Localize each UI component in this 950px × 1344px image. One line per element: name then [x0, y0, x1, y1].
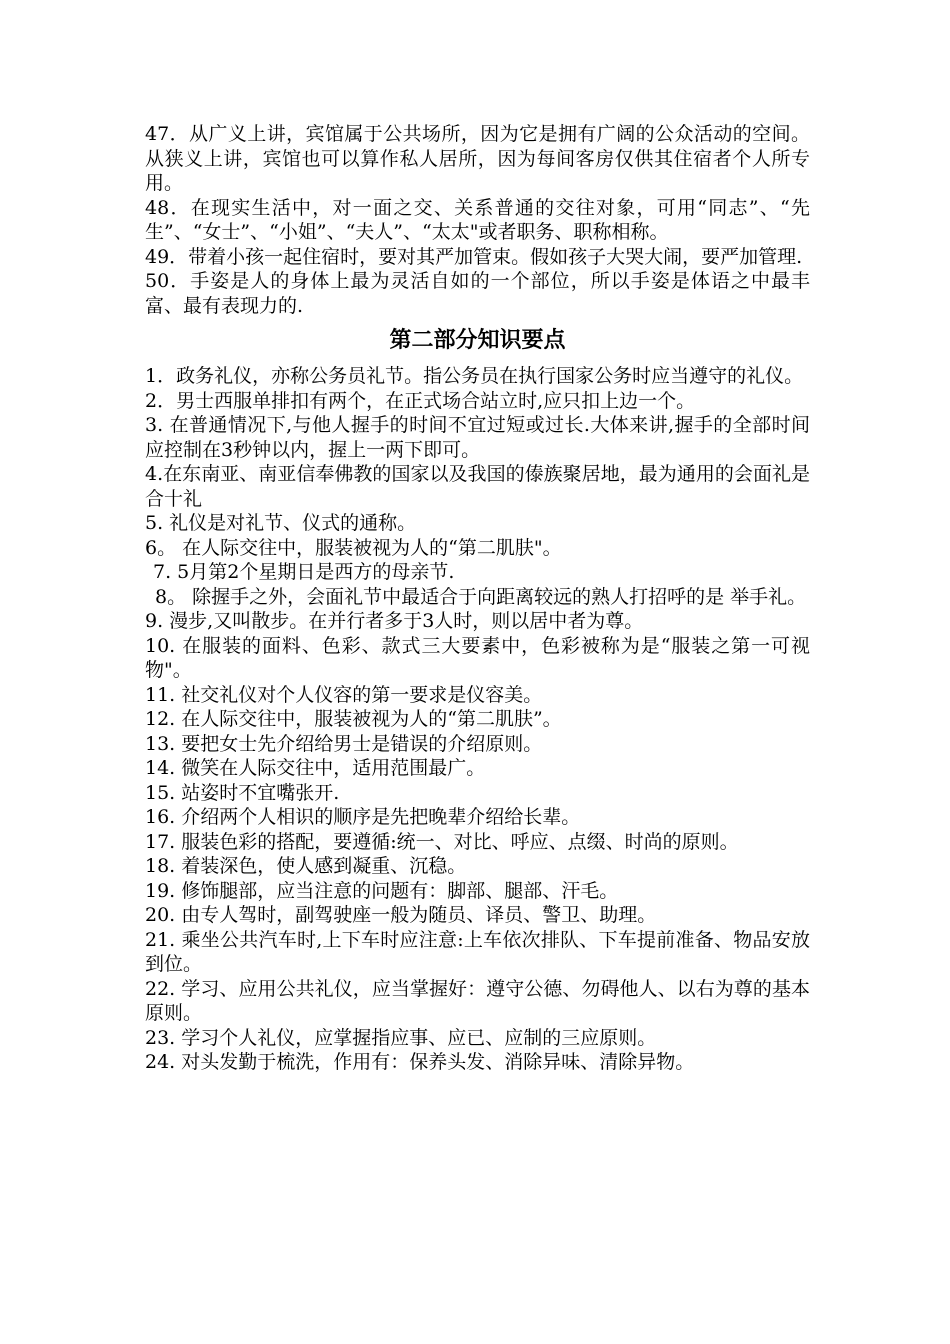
list-item: 17. 服装色彩的搭配，要遵循:统一、对比、呼应、点缀、时尚的原则。 — [145, 830, 739, 853]
list-item: 7. 5月第2个星期日是西方的母亲节. — [153, 561, 455, 583]
list-item: 23. 学习个人礼仪，应掌握指应事、应已、应制的三应原则。 — [145, 1026, 657, 1049]
list-item: 22. 学习、应用公共礼仪，应当掌握好：遵守公德、勿碍他人、以右为尊的基本原则。 — [145, 977, 810, 1024]
list-item: 5. 礼仪是对礼节、仪式的通称。 — [145, 512, 417, 534]
list-item: 8。 除握手之外，会面礼节中最适合于向距离较远的熟人打招呼的是 举手礼。 — [155, 585, 807, 608]
list-item: 21. 乘坐公共汽车时,上下车时应注意:上车依次排队、下车提前准备、物品安放到位。 — [145, 928, 810, 975]
list-item: 2．男士西服单排扣有两个，在正式场合站立时,应只扣上边一个。 — [145, 389, 696, 412]
list-item: 6。 在人际交往中，服装被视为人的“第二肌肤"。 — [145, 536, 562, 559]
part2-list — [145, 364, 810, 1075]
list-item: 20. 由专人驾时，副驾驶座一般为随员、译员、警卫、助理。 — [145, 904, 657, 926]
list-item: 13. 要把女士先介绍给男士是错误的介绍原则。 — [145, 732, 543, 755]
list-item: 4.在东南亚、南亚信奉佛教的国家以及我国的傣族聚居地，最为通用的会面礼是合十礼 — [145, 463, 810, 510]
list-item: 14. 微笑在人际交往中，适用范围最广。 — [145, 757, 486, 779]
list-item: 12. 在人际交往中，服装被视为人的“第二肌肤”。 — [145, 708, 562, 730]
list-item: 49．带着小孩一起住宿时，要对其严加管束。假如孩子大哭大闹，要严加管理. — [145, 245, 803, 268]
list-item: 9. 漫步,又叫散步。在并行者多于3人时，则以居中者为尊。 — [145, 610, 644, 632]
list-item: 18. 着装深色，使人感到凝重、沉稳。 — [145, 855, 467, 877]
part1-list — [145, 122, 810, 318]
list-item: 47．从广义上讲，宾馆属于公共场所，因为它是拥有广阔的公众活动的空间。从狭义上讲，宾馆也可以算作私人居所，因为每间客房仅供其住宿者个人所专用。 — [145, 123, 810, 194]
list-item: 11. 社交礼仪对个人仪容的第一要求是仪容美。 — [145, 683, 543, 706]
list-item: 24. 对头发勤于梳洗，作用有：保养头发、消除异味、清除异物。 — [145, 1051, 695, 1073]
list-item: 3. 在普通情况下,与他人握手的时间不宜过短或过长.大体来讲,握手的全部时间应控制在3秒钟以内，握上一两下即可。 — [145, 414, 810, 461]
list-item: 50．手姿是人的身体上最为灵活自如的一个部位，所以手姿是体语之中最丰富、最有表现力的. — [145, 270, 810, 317]
document-page — [145, 122, 810, 1075]
list-item: 16. 介绍两个人相识的顺序是先把晚辈介绍给长辈。 — [145, 806, 581, 828]
list-item: 10. 在服装的面料、色彩、款式三大要素中，色彩被称为是“服装之第一可视物"。 — [145, 634, 810, 681]
list-item: 19. 修饰腿部，应当注意的问题有：脚部、腿部、汗毛。 — [145, 879, 619, 902]
section-title: 第二部分知识要点 — [389, 328, 566, 353]
list-item: 1．政务礼仪，亦称公务员礼节。指公务员在执行国家公务时应当遵守的礼仪。 — [145, 365, 804, 387]
list-item: 48．在现实生活中，对一面之交、关系普通的交往对象，可用“同志”、“先生”、“女士”、“小姐”、“夫人”、“太太"或者职务、职称相称。 — [145, 196, 810, 243]
list-item: 15. 站姿时不宜嘴张开. — [145, 781, 340, 804]
